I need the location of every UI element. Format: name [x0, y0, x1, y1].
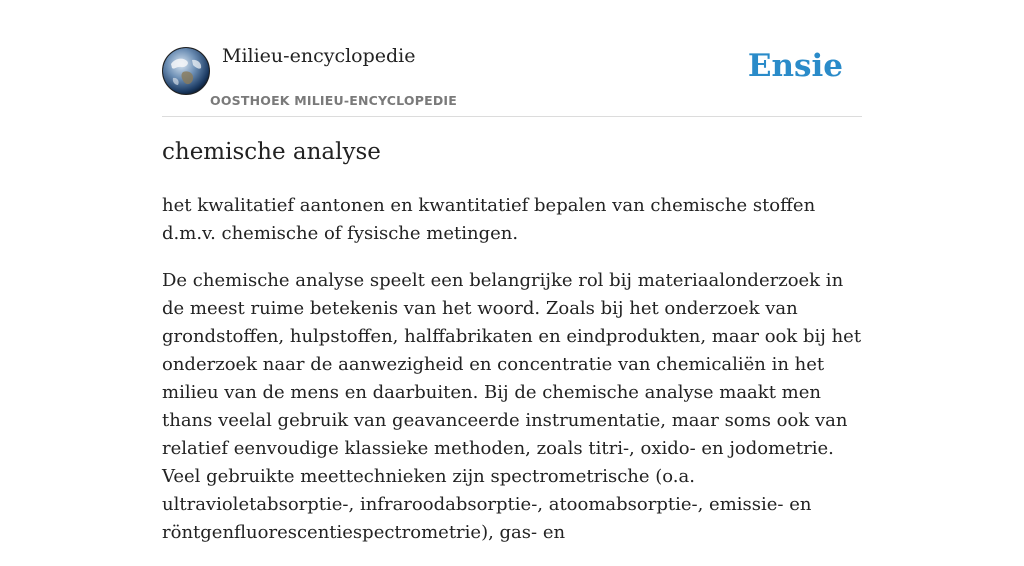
brand-logo-link[interactable]: Ensie — [747, 48, 843, 84]
entry-body — [162, 192, 862, 566]
page-container — [162, 0, 862, 543]
earth-globe-icon[interactable] — [162, 47, 210, 95]
site-name[interactable]: Milieu-encyclopedie — [222, 45, 416, 67]
site-header — [162, 0, 862, 117]
description-paragraph: De chemische analyse speelt een belangrijke rol bij materiaalonderzoek in de meest ruime betekenis van het woord. Zoals bij het onderzoek van grondstoffen, hulpstoffen, halffabrikaten en eindprodukten, maar ook bij het onderzoek naar de aanwezigheid en concentratie van chemicaliën in het milieu van de mens en daarbuiten. Bij de chemische analyse maakt men thans veelal gebruik van geavanceerde instrumentatie, maar soms ook van relatief eenvoudige klassieke methoden, zoals titri-, oxido- en jodometrie. Veel gebruikte meettechnieken zijn spectrometrische (o.a. ultravioletabsorptie-, infraroodabsorptie-, atoomabsorptie-, emissie- en röntgenfluorescentiespectrometrie), gas- en — [162, 270, 862, 543]
entry-title: chemische analyse — [162, 139, 381, 165]
definition-paragraph: het kwalitatief aantonen en kwantitatief bepalen van chemische stoffen d.m.v. chemische of fysische metingen. — [162, 195, 816, 244]
site-subtitle[interactable]: OOSTHOEK MILIEU-ENCYCLOPEDIE — [210, 93, 457, 108]
